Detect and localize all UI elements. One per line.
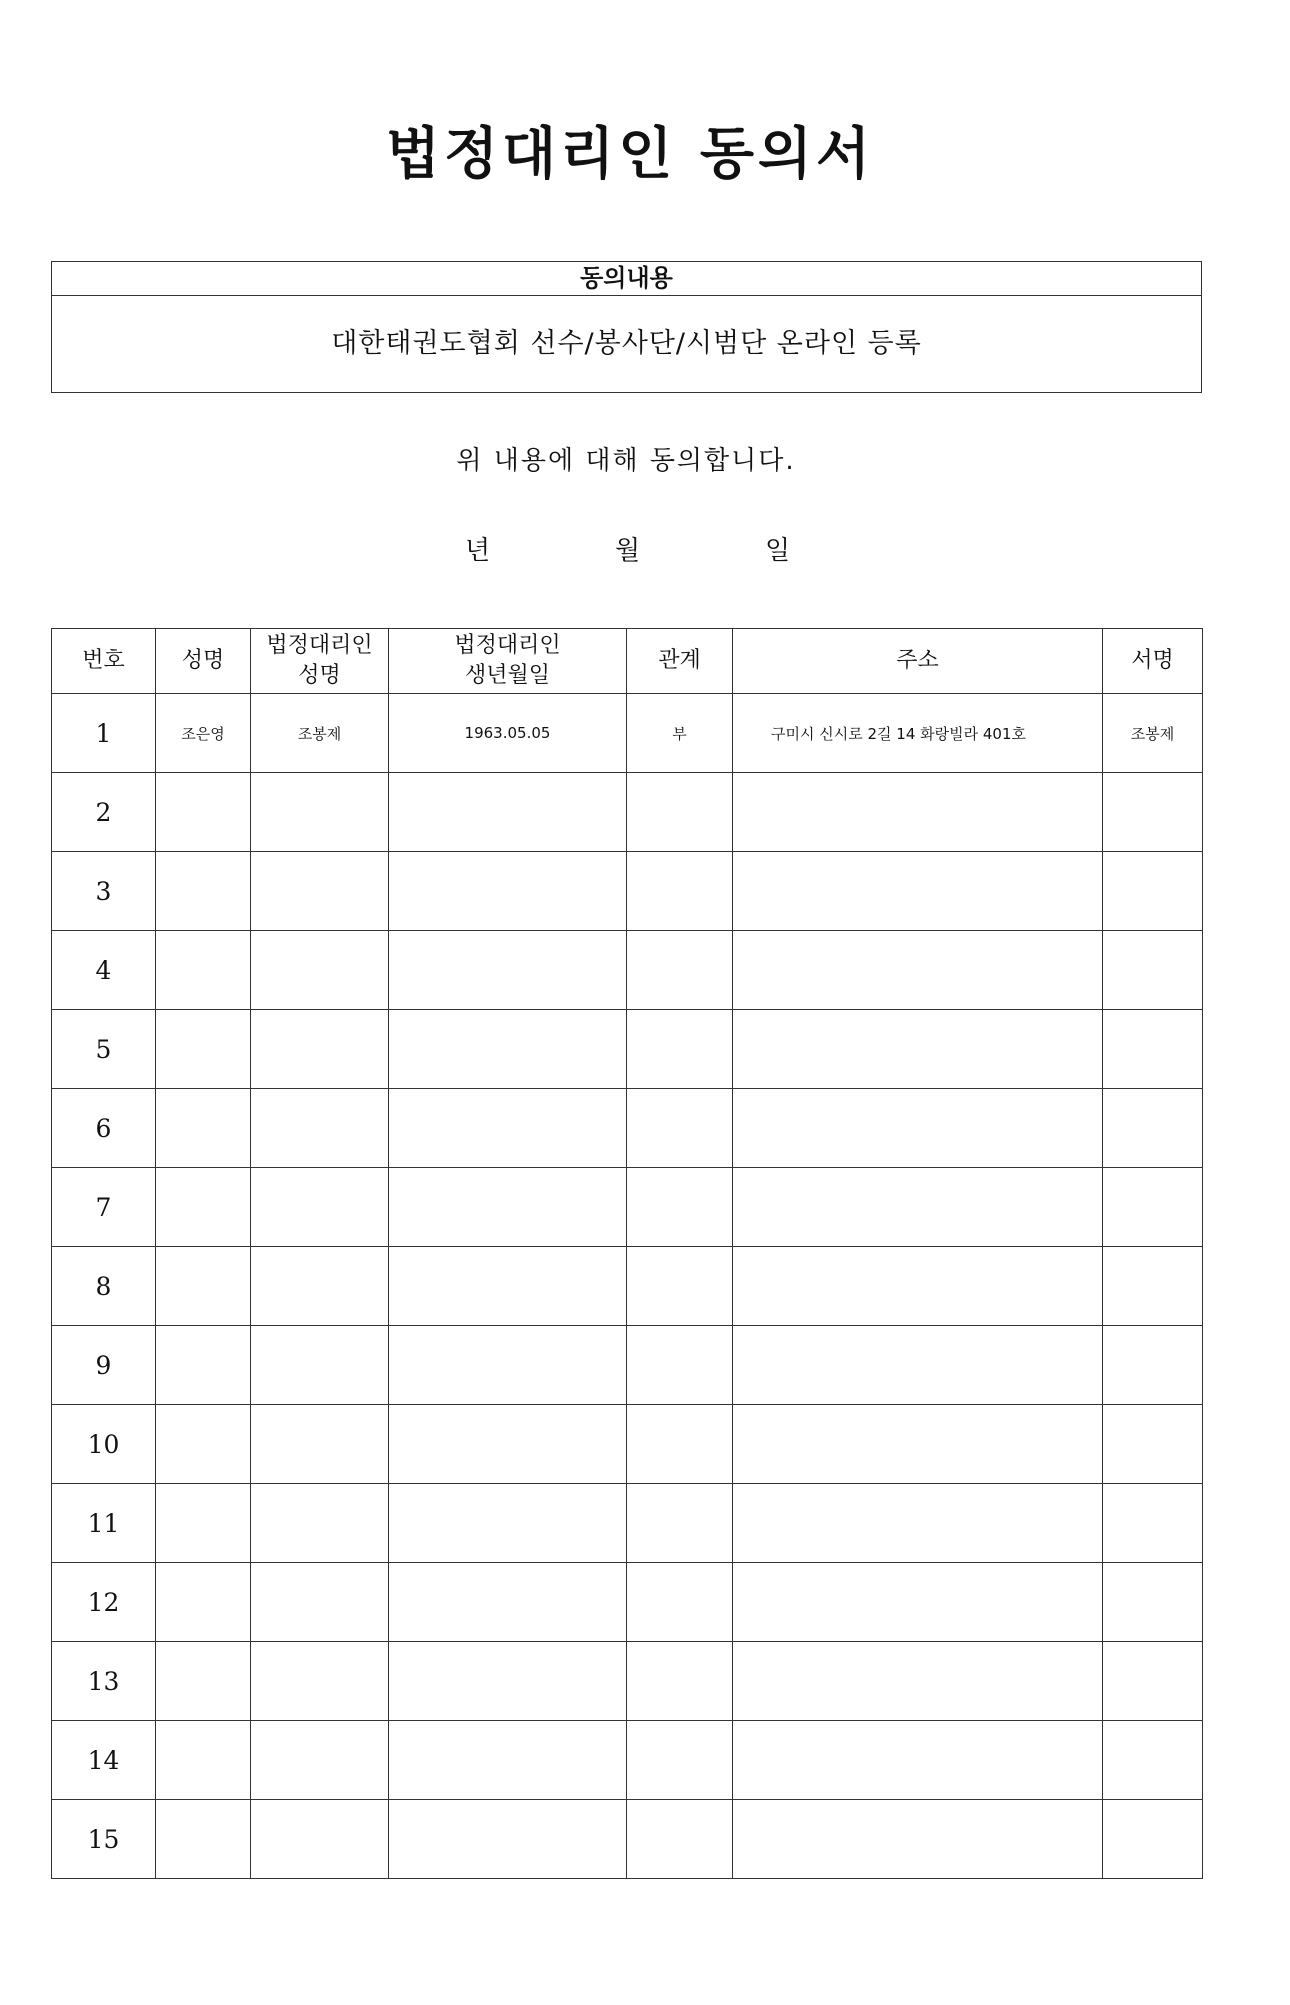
table-row <box>52 1010 1203 1089</box>
row-guardian-birth <box>389 1405 627 1484</box>
row-number: 7 <box>52 1168 156 1247</box>
row-signature <box>1103 1405 1203 1484</box>
row-relation <box>627 931 733 1010</box>
header-guardian-birth-line1: 법정대리인 <box>454 633 561 658</box>
row-address: 구미시 신시로 2길 14 화랑빌라 401호 <box>733 694 1103 773</box>
row-relation <box>627 1247 733 1326</box>
table-row <box>52 1642 1203 1721</box>
row-relation <box>627 1089 733 1168</box>
table-row <box>52 1484 1203 1563</box>
table-row <box>52 931 1203 1010</box>
header-name: 성명 <box>156 629 251 694</box>
row-guardian-birth: 1963.05.05 <box>389 694 627 773</box>
agreement-statement: 위 내용에 대해 동의합니다. <box>456 446 796 476</box>
row-relation <box>627 1010 733 1089</box>
row-relation <box>627 852 733 931</box>
row-guardian-birth <box>389 1800 627 1879</box>
row-address <box>733 1326 1103 1405</box>
row-relation: 부 <box>627 694 733 773</box>
row-number: 3 <box>52 852 156 931</box>
row-signature: 조봉제 <box>1103 694 1203 773</box>
row-signature <box>1103 1089 1203 1168</box>
row-signature <box>1103 852 1203 931</box>
table-row <box>52 1405 1203 1484</box>
row-guardian-birth <box>389 1563 627 1642</box>
date-year-label: 년 <box>465 536 491 566</box>
row-signature <box>1103 1721 1203 1800</box>
row-guardian-birth <box>389 1247 627 1326</box>
consent-header: 동의내용 <box>52 262 1201 296</box>
table-header-row <box>52 629 1203 694</box>
header-guardian-name-line2: 성명 <box>298 663 341 688</box>
row-number: 14 <box>52 1721 156 1800</box>
row-number: 11 <box>52 1484 156 1563</box>
date-day-label: 일 <box>765 536 791 566</box>
row-relation <box>627 1642 733 1721</box>
row-signature <box>1103 1800 1203 1879</box>
row-signature <box>1103 931 1203 1010</box>
row-relation <box>627 1563 733 1642</box>
row-relation <box>627 773 733 852</box>
row-address <box>733 1642 1103 1721</box>
row-guardian-birth <box>389 1642 627 1721</box>
row-guardian-birth <box>389 1721 627 1800</box>
table-row <box>52 1168 1203 1247</box>
row-address <box>733 931 1103 1010</box>
row-address <box>733 1563 1103 1642</box>
row-guardian-name <box>251 1484 389 1563</box>
table-row <box>52 694 1203 773</box>
header-relation: 관계 <box>627 629 733 694</box>
row-signature <box>1103 1010 1203 1089</box>
row-signature <box>1103 1326 1203 1405</box>
row-address <box>733 1484 1103 1563</box>
row-guardian-birth <box>389 1089 627 1168</box>
header-signature: 서명 <box>1103 629 1203 694</box>
row-guardian-name <box>251 773 389 852</box>
row-guardian-birth <box>389 931 627 1010</box>
row-guardian-name <box>251 1405 389 1484</box>
guardian-table <box>51 628 1203 1879</box>
row-signature <box>1103 1247 1203 1326</box>
table-row <box>52 1721 1203 1800</box>
row-guardian-name <box>251 1563 389 1642</box>
row-guardian-birth <box>389 1326 627 1405</box>
date-month-label: 월 <box>615 536 641 566</box>
row-guardian-name <box>251 1721 389 1800</box>
row-guardian-name <box>251 1800 389 1879</box>
row-number: 10 <box>52 1405 156 1484</box>
header-address: 주소 <box>733 629 1103 694</box>
row-signature <box>1103 1563 1203 1642</box>
row-guardian-birth <box>389 852 627 931</box>
row-signature <box>1103 1642 1203 1721</box>
row-number: 8 <box>52 1247 156 1326</box>
row-address <box>733 1800 1103 1879</box>
header-guardian-birth-line2: 생년월일 <box>464 663 550 688</box>
row-guardian-name <box>251 1247 389 1326</box>
table-row <box>52 1089 1203 1168</box>
header-number: 번호 <box>52 629 156 694</box>
row-name <box>156 1089 251 1168</box>
row-guardian-birth <box>389 773 627 852</box>
row-guardian-name <box>251 1168 389 1247</box>
row-guardian-name: 조봉제 <box>251 694 389 773</box>
row-relation <box>627 1484 733 1563</box>
row-guardian-name <box>251 852 389 931</box>
row-relation <box>627 1405 733 1484</box>
consent-content: 대한태권도협회 선수/봉사단/시범단 온라인 등록 <box>331 328 922 359</box>
header-guardian-name-line1: 법정대리인 <box>266 633 373 658</box>
table-row <box>52 773 1203 852</box>
row-guardian-birth <box>389 1168 627 1247</box>
row-relation <box>627 1721 733 1800</box>
row-name <box>156 1721 251 1800</box>
table-row <box>52 1326 1203 1405</box>
table-row <box>52 1563 1203 1642</box>
consent-box <box>51 261 1202 393</box>
row-address <box>733 1405 1103 1484</box>
header-guardian-birth <box>389 629 627 694</box>
row-guardian-name <box>251 1326 389 1405</box>
row-address <box>733 852 1103 931</box>
document-title: 법정대리인 동의서 <box>385 122 875 187</box>
row-name <box>156 1642 251 1721</box>
row-name <box>156 1405 251 1484</box>
row-number: 12 <box>52 1563 156 1642</box>
row-address <box>733 1168 1103 1247</box>
row-address <box>733 773 1103 852</box>
row-relation <box>627 1168 733 1247</box>
row-number: 1 <box>52 694 156 773</box>
row-name <box>156 1168 251 1247</box>
row-address <box>733 1247 1103 1326</box>
row-name <box>156 852 251 931</box>
row-guardian-birth <box>389 1010 627 1089</box>
row-number: 5 <box>52 1010 156 1089</box>
row-name <box>156 773 251 852</box>
row-signature <box>1103 1168 1203 1247</box>
table-row <box>52 852 1203 931</box>
table-row <box>52 1800 1203 1879</box>
row-address <box>733 1089 1103 1168</box>
row-signature <box>1103 1484 1203 1563</box>
row-number: 15 <box>52 1800 156 1879</box>
row-name <box>156 1484 251 1563</box>
row-number: 4 <box>52 931 156 1010</box>
row-guardian-name <box>251 931 389 1010</box>
row-number: 9 <box>52 1326 156 1405</box>
table-body <box>52 629 1203 1879</box>
row-guardian-birth <box>389 1484 627 1563</box>
row-signature <box>1103 773 1203 852</box>
row-relation <box>627 1800 733 1879</box>
row-number: 13 <box>52 1642 156 1721</box>
row-name: 조은영 <box>156 694 251 773</box>
row-guardian-name <box>251 1642 389 1721</box>
row-name <box>156 1800 251 1879</box>
row-name <box>156 931 251 1010</box>
row-address <box>733 1010 1103 1089</box>
row-address <box>733 1721 1103 1800</box>
table-row <box>52 1247 1203 1326</box>
row-relation <box>627 1326 733 1405</box>
row-guardian-name <box>251 1089 389 1168</box>
header-guardian-name <box>251 629 389 694</box>
row-name <box>156 1010 251 1089</box>
row-name <box>156 1247 251 1326</box>
row-number: 6 <box>52 1089 156 1168</box>
row-guardian-name <box>251 1010 389 1089</box>
row-number: 2 <box>52 773 156 852</box>
row-name <box>156 1326 251 1405</box>
row-name <box>156 1563 251 1642</box>
